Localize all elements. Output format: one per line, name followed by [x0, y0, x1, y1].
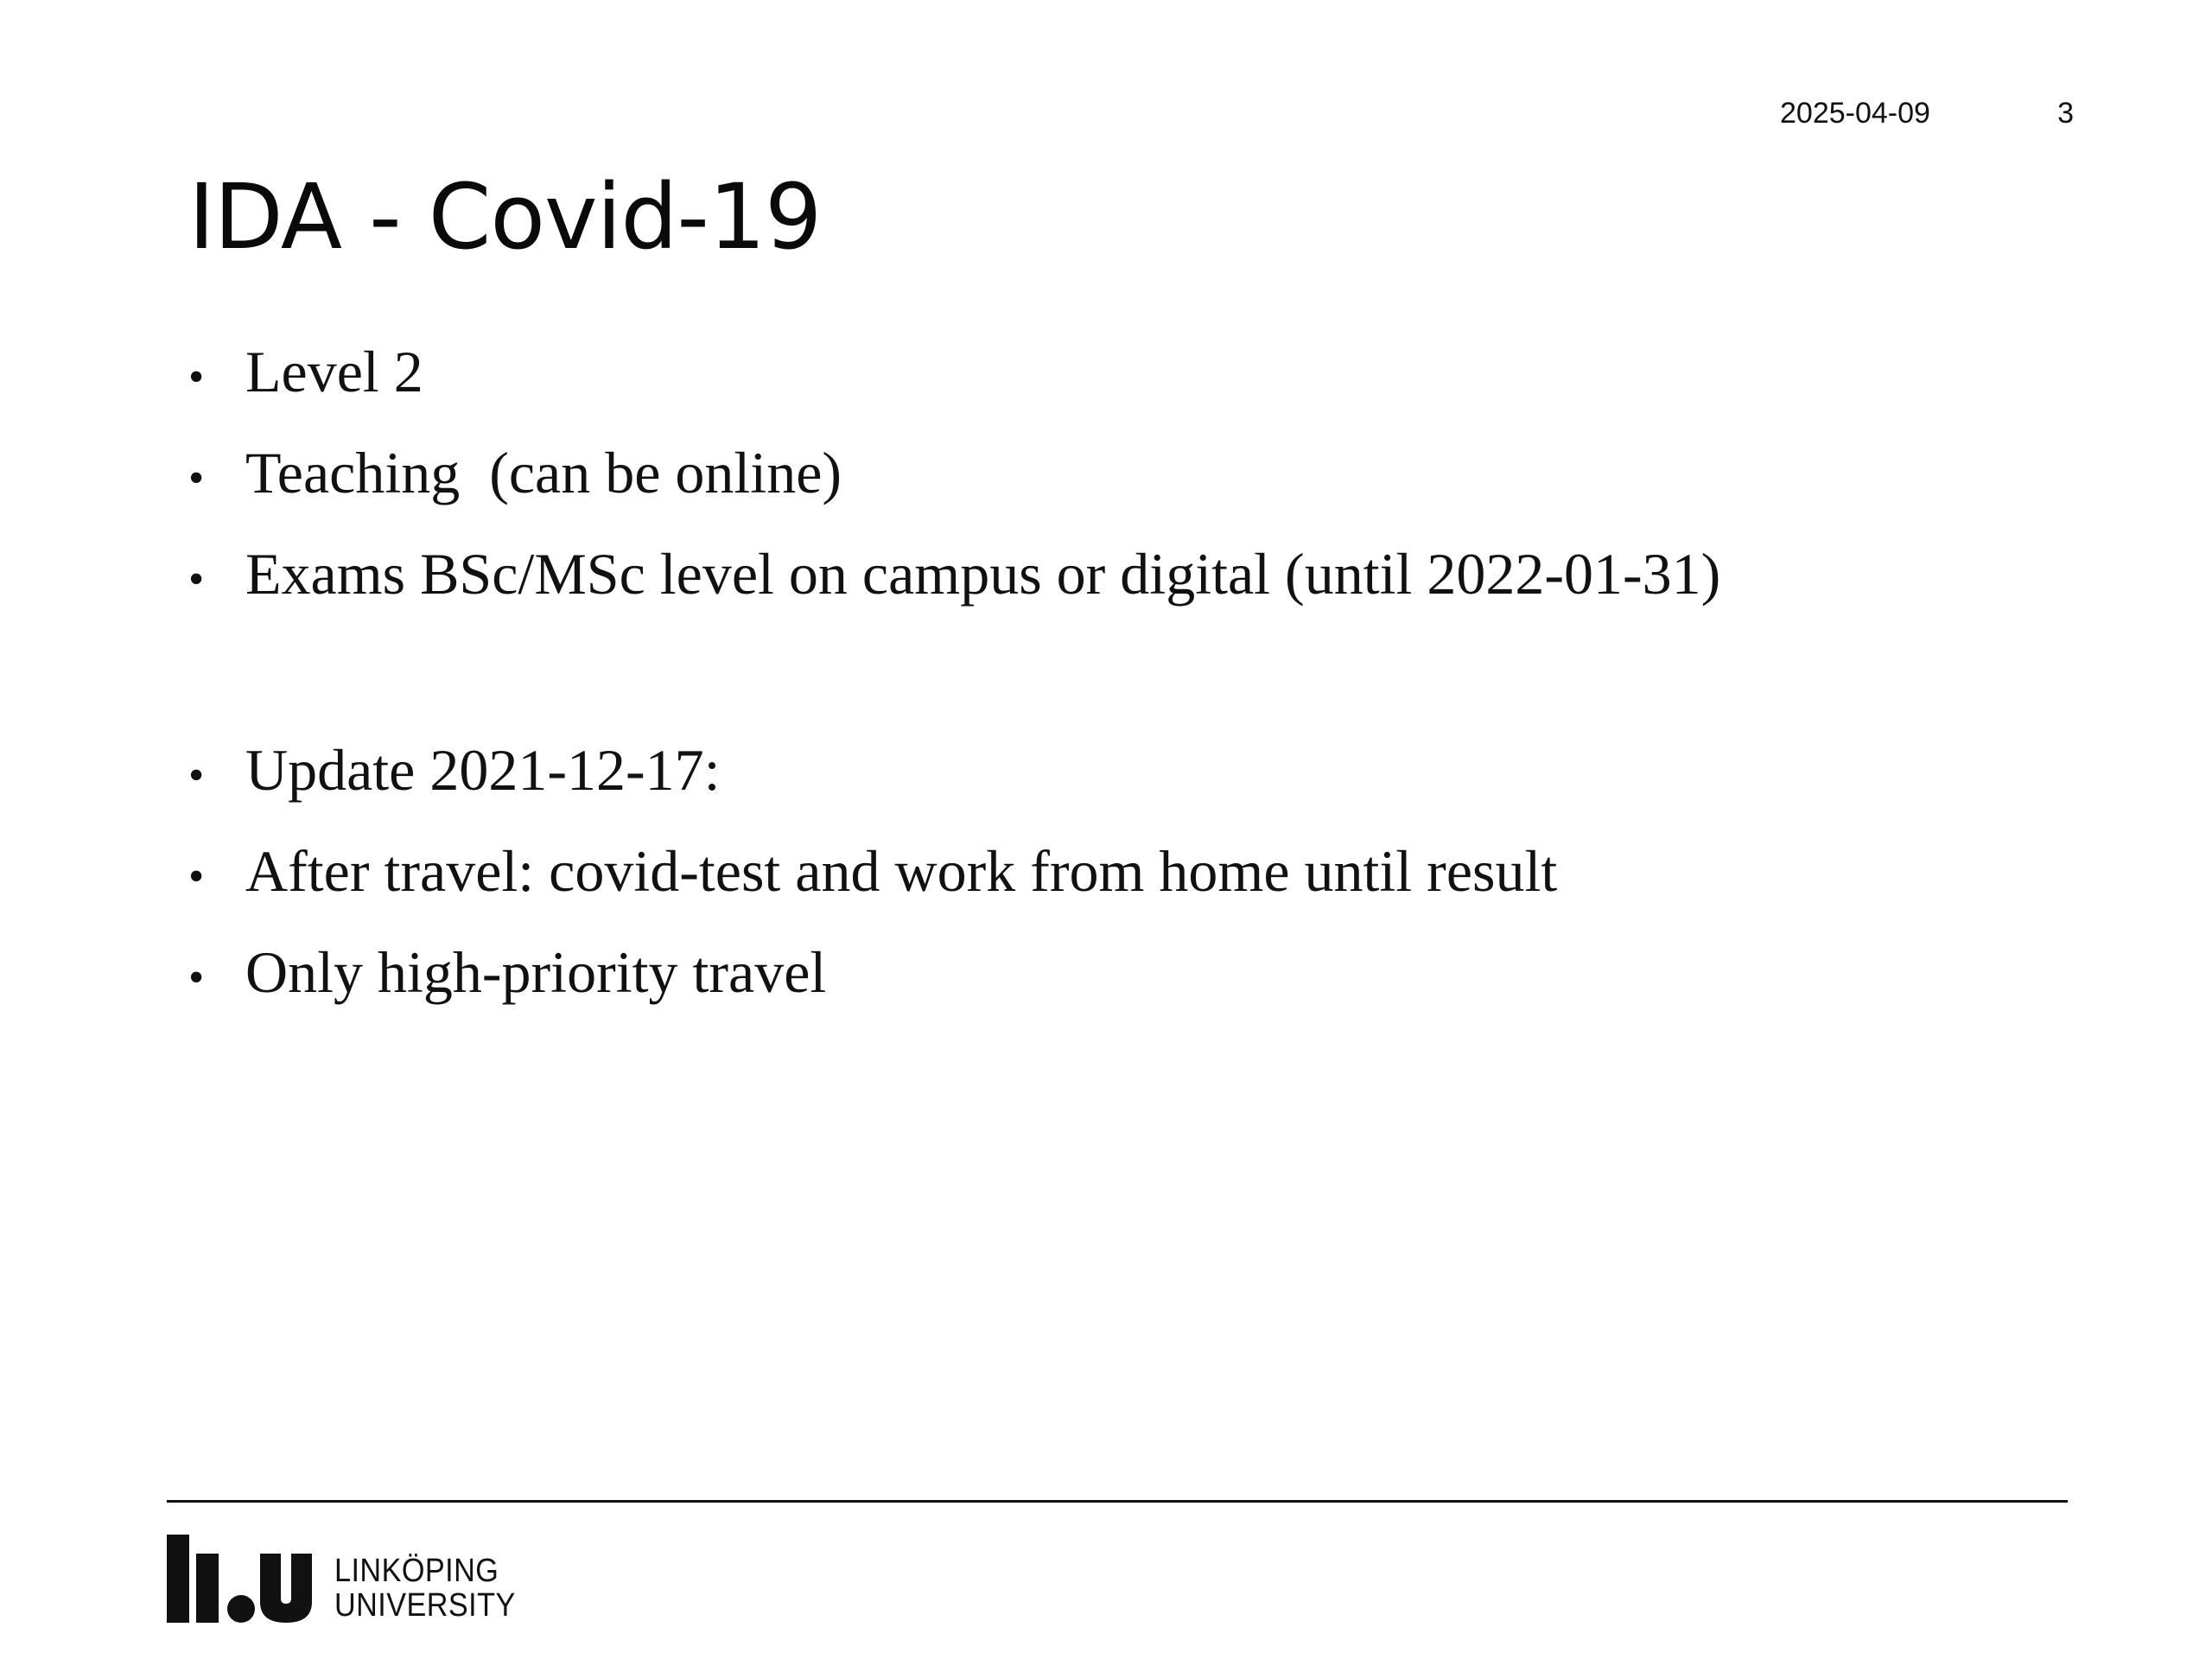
bullet-text: Only high-priority travel — [245, 939, 827, 1005]
bullet-item — [188, 722, 1720, 823]
liu-logo-icon — [167, 1535, 315, 1623]
bullet-text: Level 2 — [245, 339, 423, 404]
bullet-item — [188, 324, 1720, 425]
bullet-text: Teaching (can be online) — [245, 440, 842, 505]
university-logo — [167, 1535, 536, 1623]
footer-divider — [167, 1500, 2068, 1503]
slide-date: 2025-04-09 — [1780, 97, 1930, 130]
logo-line-2: UNIVERSITY — [334, 1587, 516, 1624]
logo-line-1: LINKÖPING — [334, 1553, 499, 1589]
bullet-text: Update 2021-12-17: — [245, 737, 721, 803]
slide-header-meta — [1780, 97, 2074, 130]
bullet-text: After travel: covid-test and work from home until result — [245, 838, 1558, 904]
bullet-icon: • — [188, 852, 205, 901]
bullet-icon: • — [188, 953, 205, 1002]
bullet-icon: • — [188, 454, 205, 503]
slide-title: IDA - Covid-19 — [188, 164, 822, 270]
bullet-icon: • — [188, 751, 205, 800]
bullet-item — [188, 925, 1720, 1026]
logo-wordmark — [334, 1554, 516, 1623]
bullet-icon: • — [188, 555, 205, 604]
bullet-item — [188, 526, 1720, 627]
slide-page-number: 3 — [2057, 97, 2074, 130]
bullet-item — [188, 425, 1720, 526]
bullet-icon: • — [188, 353, 205, 402]
bullet-item — [188, 823, 1720, 925]
bullet-text: Exams BSc/MSc level on campus or digital (until 2022-01-31) — [245, 541, 1721, 607]
bullet-list — [188, 324, 1720, 1026]
